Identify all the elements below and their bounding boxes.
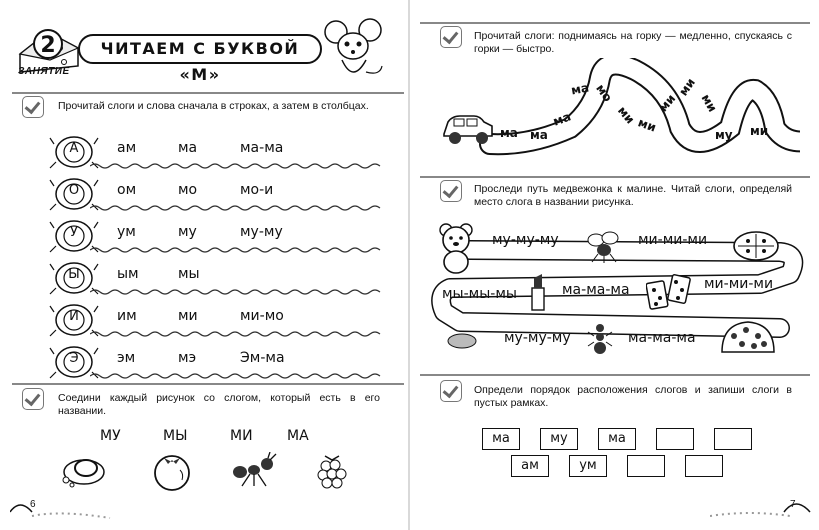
track-syllable: ми [655, 91, 679, 115]
wavy-line [90, 204, 390, 212]
track-syllable: ма [569, 80, 590, 98]
syllable-text: ом [117, 182, 137, 198]
syllable-label: МА [287, 428, 309, 444]
track-syllable: ми [614, 103, 638, 127]
syllable-text: мо [178, 182, 198, 198]
raspberry-icon[interactable] [315, 450, 349, 492]
syllable-text: ми-мо [240, 308, 284, 324]
fly-icon [586, 230, 622, 264]
path-syllables: ми-ми-ми [638, 232, 708, 248]
mouse-icon [322, 14, 384, 84]
syllable-text: му-му [240, 224, 283, 240]
track-syllable: ми [676, 75, 699, 99]
syllable-text: ма-ма [240, 140, 284, 156]
row-letter: Э [69, 351, 79, 366]
wavy-line [90, 162, 390, 170]
syllable-label: МЫ [163, 428, 188, 444]
syllable-text: ум [117, 224, 136, 240]
raspberry-bush-icon [718, 316, 778, 356]
syllable-box: ам [511, 455, 549, 477]
divider [12, 383, 404, 385]
tomato-slice-icon [732, 228, 782, 264]
track-syllable: ма [500, 126, 518, 140]
path-syllables: ма-ма-ма [562, 282, 630, 298]
task-checkbox[interactable] [440, 380, 462, 402]
ant-icon [586, 322, 614, 356]
track-syllable: ми [636, 115, 659, 135]
track-syllable: му [715, 128, 733, 142]
track-syllable: ма [530, 128, 548, 142]
car-icon [440, 108, 496, 148]
syllable-box: ум [569, 455, 607, 477]
task-text: Прочитай слоги: поднимаясь на горку — медленно, спускаясь с горки — быстро. [474, 30, 792, 55]
corner-decoration-icon [710, 494, 814, 524]
task-checkbox[interactable] [22, 96, 44, 118]
bear-icon [436, 222, 480, 274]
row-letter: У [70, 225, 78, 240]
page-title: ЧИТАЕМ С БУКВОЙ «М» [78, 34, 322, 64]
path-syllables: ми-ми-ми [704, 276, 774, 292]
path-syllables: му-му-му [504, 330, 571, 346]
page-number: 7 [790, 499, 796, 510]
ant-icon[interactable] [230, 452, 280, 488]
syllable-box: ма [482, 428, 520, 450]
lipstick-icon [528, 272, 548, 312]
syllable-text: им [117, 308, 137, 324]
divider [420, 22, 810, 24]
syllable-box[interactable] [656, 428, 694, 450]
right-page [410, 0, 819, 530]
task-text: Соедини каждый рисунок со слогом, который есть в его названии. [58, 392, 380, 417]
lesson-number: 2 [40, 33, 56, 58]
path-syllables: мы-мы-мы [442, 286, 517, 302]
syllable-box[interactable] [714, 428, 752, 450]
track-syllable: ми [750, 124, 769, 138]
soap-bar-icon [446, 330, 478, 350]
task-text: Определи порядок расположения слогов и запиши слоги в пустых рамках. [474, 384, 792, 409]
path-syllables: му-му-му [492, 232, 559, 248]
syllable-text: Эм-ма [240, 350, 285, 366]
path-syllables: ма-ма-ма [628, 330, 696, 346]
row-letter: И [69, 309, 79, 324]
divider [12, 92, 404, 94]
row-letter: О [68, 183, 80, 198]
track-syllable: ми [698, 91, 720, 115]
syllable-text: му [178, 224, 197, 240]
task-checkbox[interactable] [440, 26, 462, 48]
syllable-text: ам [117, 140, 137, 156]
dominoes-icon [646, 272, 694, 310]
wavy-line [90, 246, 390, 254]
syllable-box: ма [598, 428, 636, 450]
syllable-label: МУ [100, 428, 121, 444]
syllable-box: му [540, 428, 578, 450]
wavy-line [90, 288, 390, 296]
row-letter: Ы [68, 267, 80, 282]
divider [420, 374, 810, 376]
syllable-text: мы [178, 266, 200, 282]
wavy-line [90, 330, 390, 338]
syllable-text: эм [117, 350, 136, 366]
task-checkbox[interactable] [22, 388, 44, 410]
task-checkbox[interactable] [440, 180, 462, 202]
corner-decoration-icon [10, 494, 120, 524]
left-page [0, 0, 409, 530]
wavy-line [90, 372, 390, 380]
page-number: 6 [30, 499, 36, 510]
task-text: Прочитай слоги и слова сначала в строках, а затем в столбцах. [58, 100, 369, 112]
syllable-text: мэ [178, 350, 197, 366]
lesson-word: ЗАНЯТИЕ [18, 66, 70, 77]
syllable-text: мо-и [240, 182, 274, 198]
tomato-icon[interactable] [150, 448, 194, 492]
soap-icon[interactable] [58, 450, 108, 490]
row-letter: А [69, 141, 79, 156]
syllable-text: ми [178, 308, 198, 324]
syllable-box[interactable] [685, 455, 723, 477]
syllable-label: МИ [230, 428, 253, 444]
track-syllable: ма [551, 109, 573, 129]
task-text: Проследи путь медвежонка к малине. Читай слоги, определяй место слога в названии рисунка. [474, 183, 792, 208]
track-syllable: мо [593, 81, 615, 105]
syllable-text: ым [117, 266, 139, 282]
syllable-box[interactable] [627, 455, 665, 477]
divider [420, 176, 810, 178]
syllable-text: ма [178, 140, 198, 156]
